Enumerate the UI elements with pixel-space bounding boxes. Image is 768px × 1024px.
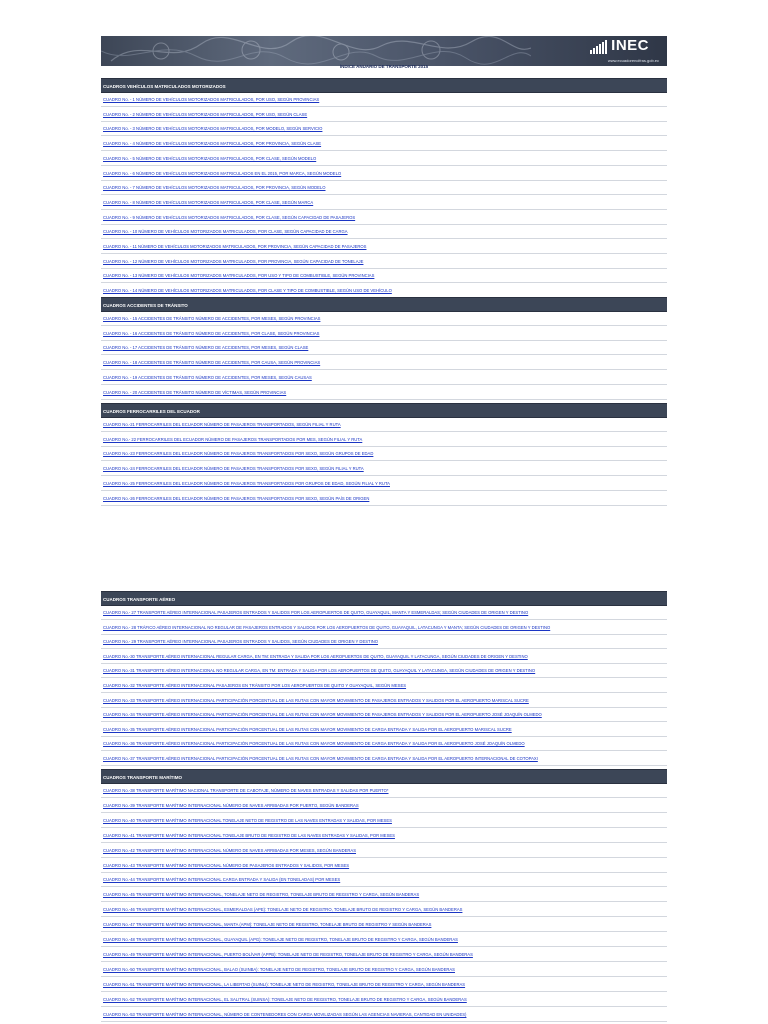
- list-item: [101, 213, 667, 225]
- list-item: [101, 329, 667, 341]
- table-link[interactable]: CUADRO No. - 1 NÚMERO DE VEHÍCULOS MOTORIZADOS MATRICULADOS, POR USO, SEGÚN PROVINCIAS: [103, 97, 320, 102]
- list-item: [101, 920, 667, 932]
- table-link[interactable]: CUADRO No.-52 TRANSPORTE MARÍTIMO INTERNACIONAL, EL SALITRAL (SUINSA): TONELAJE NETO DE REGISTRO, TONELAJE BRUTO DE REGISTRO Y CARGA, SEGÚN BANDERAS: [103, 996, 467, 1002]
- list-item: [101, 1010, 667, 1022]
- list-item: [101, 435, 667, 447]
- logo-text: INEC: [611, 37, 649, 54]
- list-item: [101, 271, 667, 283]
- table-link[interactable]: CUADRO No.-50 TRANSPORTE MARÍTIMO INTERNACIONAL, BALAO (SUINBA): TONELAJE NETO DE REGISTRO, TONELAJE BRUTO DE REGISTRO Y CARGA, SEGÚN BANDERAS: [103, 966, 455, 972]
- list-item: [101, 494, 667, 506]
- section-header: CUADROS FERROCARRILES DEL ECUADOR: [101, 403, 667, 418]
- table-link[interactable]: CUADRO No.-31 TRANSPORTE AÉREO INTERNACIONAL NO REGULAR CARGA, EN TM: ENTRADA Y SALIDA POR LOS AEROPUERTOS DE QUITO, GUAYAQUIL Y LATACUNGA, SEGÚN CIUDADES DE ORIGEN Y DESTINO: [103, 668, 536, 674]
- header-banner: [101, 36, 667, 66]
- inec-logo: [590, 38, 649, 54]
- list-item: [101, 637, 667, 649]
- table-link[interactable]: CUADRO No.-35 TRANSPORTE AÉREO INTERNACIONAL PARTICIPACIÓN PORCENTUAL DE LAS RUTAS CON MAYOR MOVIMIENTO DE CARGA ENTRADA Y SALIDA POR EL AEROPUERTO MARISCAL SUCRE: [103, 726, 512, 732]
- table-link[interactable]: CUADRO No.-26 FERROCARRILES DEL ECUADOR NÚMERO DE PASAJEROS TRANSPORTADOS POR SEXO, SEGÚN PAÍS DE ORIGEN: [103, 495, 370, 501]
- list-item: [101, 608, 667, 620]
- table-link[interactable]: CUADRO No.-21 FERROCARRILES DEL ECUADOR NÚMERO DE PASAJEROS TRANSPORTADOS, SEGÚN FILIAL Y RUTA: [103, 422, 341, 427]
- table-link[interactable]: CUADRO No.-36 TRANSPORTE AÉREO INTERNACIONAL PARTICIPACIÓN PORCENTUAL DE LAS RUTAS CON MAYOR MOVIMIENTO DE CARGA ENTRADA Y SALIDA POR EL AEROPUERTO JOSÉ JOAQUÍN OLMEDO: [103, 741, 525, 747]
- list-item: [101, 890, 667, 902]
- table-link[interactable]: CUADRO No. - 19 ACCIDENTES DE TRÁNSITO NÚMERO DE ACCIDENTES, POR MESES, SEGÚN CAUSAS: [103, 374, 312, 380]
- list-item: [101, 154, 667, 166]
- table-link[interactable]: CUADRO No.-38 TRANSPORTE MARÍTIMO NACIONAL TRANSPORTE DE CABOTAJE, NÚMERO DE NAVES ENTRADAS Y SALIDAS POR PUERTO*: [103, 788, 389, 793]
- table-link[interactable]: CUADRO No.-34 TRANSPORTE AÉREO INTERNACIONAL PARTICIPACIÓN PORCENTUAL DE LAS RUTAS CON MAYOR MOVIMIENTO DE PASAJEROS ENTRADOS Y SALIDOS POR EL AEROPUERTO JOSÉ JOAQUÍN OLMEDO: [103, 712, 542, 718]
- table-link[interactable]: CUADRO No. - 5 NÚMERO DE VEHÍCULOS MOTORIZADOS MATRICULADOS, POR CLASE, SEGÚN MODELO: [103, 155, 317, 161]
- table-link[interactable]: CUADRO No.-25 FERROCARRILES DEL ECUADOR NÚMERO DE PASAJEROS TRANSPORTADOS POR GRUPOS DE EDAD, SEGÚN FILIAL Y RUTA: [103, 480, 390, 486]
- list-item: [101, 710, 667, 722]
- table-link[interactable]: CUADRO No.- 22 FERROCARRILES DEL ECUADOR NÚMERO DE PASAJEROS TRANSPORTADOS POR MES, SEGÚN FILIAL Y RUTA: [103, 436, 363, 442]
- list-item: [101, 935, 667, 947]
- table-link[interactable]: CUADRO No.-39 TRANSPORTE MARÍTIMO INTERNACIONAL NÚMERO DE NAVES ARRIBADAS POR PUERTO, SEGÚN BANDERAS: [103, 802, 359, 808]
- list-item: [101, 816, 667, 828]
- list-item: [101, 950, 667, 962]
- list-item: [101, 420, 667, 432]
- list-item: [101, 905, 667, 917]
- table-link[interactable]: CUADRO No.-51 TRANSPORTE MARÍTIMO INTERNACIONAL, LA LIBERTAD (SUINLI): TONELAJE NETO DE REGISTRO, TONELAJE BRUTO DE REGISTRO Y CARGA, SEGÚN BANDERAS: [103, 981, 466, 987]
- table-link[interactable]: CUADRO No. - 9 NÚMERO DE VEHÍCULOS MOTORIZADOS MATRICULADOS, POR CLASE, SEGÚN CAPACIDAD DE PASAJEROS: [103, 214, 356, 220]
- list-item: [101, 666, 667, 678]
- table-link[interactable]: CUADRO No. - 7 NÚMERO DE VEHÍCULOS MOTORIZADOS MATRICULADOS, POR PROVINCIA, SEGÚN MODELO: [103, 185, 326, 191]
- table-link[interactable]: CUADRO No. - 12 NÚMERO DE VEHÍCULOS MOTORIZADOS MATRICULADOS, POR PROVINCIA, SEGÚN CAPACIDAD DE TONELAJE: [103, 258, 364, 264]
- list-item: [101, 479, 667, 491]
- table-link[interactable]: CUADRO No.-41 TRANSPORTE MARÍTIMO INTERNACIONAL TONELAJE BRUTO DE REGISTRO DE LAS NAVES ENTRADAS Y SALIDAS, POR MESES: [103, 832, 395, 838]
- table-link[interactable]: CUADRO No.- 29 TRANSPORTE AÉREO INTERNACIONAL PASAJEROS ENTRADOS Y SALIDOS, SEGÚN CIUDADES DE ORIGEN Y DESTINO: [103, 639, 379, 645]
- table-link[interactable]: CUADRO No. - 18 ACCIDENTES DE TRÁNSITO NÚMERO DE ACCIDENTES, POR CAUSA, SEGÚN PROVINCIAS: [103, 360, 321, 366]
- table-link[interactable]: CUADRO No.-49 TRANSPORTE MARÍTIMO INTERNACIONAL, PUERTO BOLÍVAR (APPB): TONELAJE NETO DE REGISTRO, TONELAJE BRUTO DE REGISTRO Y CARGA, SEGÚN BANDERAS: [103, 951, 473, 957]
- list-item: [101, 652, 667, 664]
- table-link[interactable]: CUADRO No. - 13 NÚMERO DE VEHÍCULOS MOTORIZADOS MATRICULADOS, POR USO Y TIPO DE COMBUSTIBLE, SEGÚN PROVINCIAS: [103, 273, 375, 279]
- list-item: [101, 464, 667, 476]
- table-link[interactable]: CUADRO No. - 6 NÚMERO DE VEHÍCULOS MOTORIZADOS MATRICULADOS EN EL 2015, POR MARCA, SEGÚN MODELO: [103, 170, 342, 176]
- list-item: [101, 754, 667, 766]
- list-item: [101, 725, 667, 737]
- table-link[interactable]: CUADRO No.-30 TRANSPORTE AÉREO INTERNACIONAL REGULAR CARGA, EN TM: ENTRADA Y SALIDA POR LOS AEROPUERTOS DE QUITO, GUAYAQUIL Y LATACUNGA, SEGÚN CIUDADES DE ORIGEN Y DESTINO: [103, 653, 528, 659]
- table-link[interactable]: CUADRO No. - 2 NÚMERO DE VEHÍCULOS MOTORIZADOS MATRICULADOS, POR USO, SEGÚN CLASE: [103, 111, 308, 117]
- table-link[interactable]: CUADRO No.-32 TRANSPORTE AÉREO INTERNACIONAL PASAJEROS EN TRÁNSITO POR LOS AEROPUERTOS DE QUITO Y GUAYAQUIL, SEGÚN MESES: [103, 683, 407, 688]
- list-item: [101, 373, 667, 385]
- list-item: [101, 696, 667, 708]
- section-header: CUADROS TRANSPORTE MARÍTIMO: [101, 769, 667, 784]
- table-link[interactable]: CUADRO No. - 14 NÚMERO DE VEHÍCULOS MOTORIZADOS MATRICULADOS, POR CLASE Y TIPO DE COMBUSTIBLE, SEGÚN USO DE VEHÍCULO: [103, 288, 392, 294]
- list-item: [101, 124, 667, 136]
- section-header: CUADROS ACCIDENTES DE TRÁNSITO: [101, 297, 667, 312]
- list-item: [101, 846, 667, 858]
- list-item: [101, 110, 667, 122]
- table-link[interactable]: CUADRO No.-48 TRANSPORTE MARÍTIMO INTERNACIONAL, GUAYAQUIL (APG): TONELAJE NETO DE REGISTRO, TONELAJE BRUTO DE REGISTRO Y CARGA, SEGÚN BANDERAS: [103, 937, 458, 942]
- table-link[interactable]: CUADRO No.-40 TRANSPORTE MARÍTIMO INTERNACIONAL TONELAJE NETO DE REGISTRO DE LAS NAVES ENTRADAS Y SALIDAS, POR MESES: [103, 817, 392, 823]
- list-item: [101, 242, 667, 254]
- list-item: [101, 861, 667, 873]
- table-link[interactable]: CUADRO No. - 10 NÚMERO DE VEHÍCULOS MOTORIZADOS MATRICULADOS, POR CLASE, SEGÚN CAPACIDAD DE CARGA: [103, 229, 348, 235]
- list-item: [101, 198, 667, 210]
- table-link[interactable]: CUADRO No.-24 FERROCARRILES DEL ECUADOR NÚMERO DE PASAJEROS TRANSPORTADOS POR SEXO, SEGÚN FILIAL Y RUTA: [103, 466, 364, 472]
- list-item: [101, 739, 667, 751]
- list-item: [101, 169, 667, 181]
- list-item: [101, 139, 667, 151]
- list-item: [101, 995, 667, 1007]
- table-link[interactable]: CUADRO No. - 16 ACCIDENTES DE TRÁNSITO NÚMERO DE ACCIDENTES, POR CLASE, SEGÚN PROVINCIAS: [103, 330, 320, 336]
- list-item: [101, 257, 667, 269]
- table-link[interactable]: CUADRO No.-23 FERROCARRILES DEL ECUADOR NÚMERO DE PASAJEROS TRANSPORTADOS POR SEXO, SEGÚN GRUPOS DE EDAD: [103, 451, 374, 457]
- table-link[interactable]: CUADRO No.-37 TRANSPORTE AÉREO INTERNACIONAL PARTICIPACIÓN PORCENTUAL DE LAS RUTAS CON MAYOR MOVIMIENTO DE CARGA ENTRADA Y SALIDA POR EL AEROPUERTO INTERNACIONAL DE COTOPAXI: [103, 756, 538, 761]
- table-link[interactable]: CUADRO No.-46 TRANSPORTE MARÍTIMO INTERNACIONAL, ESMERALDAS (APE): TONELAJE NETO DE REGISTRO, TONELAJE BRUTO DE REGISTRO Y CARGA, SEGÚN BANDERAS: [103, 907, 463, 913]
- table-link[interactable]: CUADRO No. - 15 ACCIDENTES DE TRÁNSITO NÚMERO DE ACCIDENTES, POR MESES, SEGÚN PROVINCIAS: [103, 316, 321, 321]
- list-item: [101, 980, 667, 992]
- page-title: ÍNDICE ANUARIO DE TRANSPORTE 2015: [339, 64, 429, 69]
- list-item: [101, 831, 667, 843]
- list-item: [101, 801, 667, 813]
- list-item: [101, 388, 667, 400]
- list-item: [101, 95, 667, 107]
- table-link[interactable]: CUADRO No.-43 TRANSPORTE MARÍTIMO INTERNACIONAL NÚMERO DE PASAJEROS ENTRADOS Y SALIDOS, POR MESES: [103, 862, 350, 868]
- table-link[interactable]: CUADRO No. - 11 NÚMERO DE VEHÍCULOS MOTORIZADOS MATRICULADOS, POR PROVINCIA, SEGÚN CAPACIDAD DE PASAJEROS: [103, 244, 367, 249]
- list-item: [101, 343, 667, 355]
- table-link[interactable]: CUADRO No. - 3 NÚMERO DE VEHÍCULOS MOTORIZADOS MATRICULADOS, POR MODELO, SEGÚN SERVICIO: [103, 126, 323, 132]
- table-link[interactable]: CUADRO No. - 8 NÚMERO DE VEHÍCULOS MOTORIZADOS MATRICULADOS, POR CLASE, SEGÚN MARCA: [103, 199, 314, 205]
- list-item: [101, 449, 667, 461]
- table-link[interactable]: CUADRO No.-53 TRANSPORTE MARÍTIMO INTERNACIONAL, NÚMERO DE CONTENEDORES CON CARGA MOVILIZADAS SEGÚN LAS AGENCIAS NAVIERAS, CANTIDAD EN UNIDADES): [103, 1011, 467, 1017]
- logo-url: www.ecuadorencifras.gob.ec: [607, 58, 659, 63]
- list-item: [101, 227, 667, 239]
- list-item: [101, 681, 667, 693]
- section-header: CUADROS VEHÍCULOS MATRICULADOS MOTORIZADOS: [101, 78, 667, 93]
- table-link[interactable]: CUADRO No.-42 TRANSPORTE MARÍTIMO INTERNACIONAL NÚMERO DE NAVES ARRIBADAS POR MESES, SEGÚN BANDERAS: [103, 847, 357, 853]
- list-item: [101, 358, 667, 370]
- list-item: [101, 965, 667, 977]
- section-header: CUADROS TRANSPORTE AÉREO: [101, 591, 667, 606]
- list-item: [101, 314, 667, 326]
- list-item: [101, 875, 667, 887]
- list-item: [101, 623, 667, 635]
- table-link[interactable]: CUADRO No. - 4 NÚMERO DE VEHÍCULOS MOTORIZADOS MATRICULADOS, POR PROVINCIA, SEGÚN CLASE: [103, 141, 322, 147]
- table-link[interactable]: CUADRO No.-45 TRANSPORTE MARÍTIMO INTERNACIONAL, TONELAJE NETO DE REGISTRO, TONELAJE BRUTO DE REGISTRO Y CARGA, SEGÚN BANDERAS: [103, 892, 420, 898]
- table-link[interactable]: CUADRO No.-33 TRANSPORTE AÉREO INTERNACIONAL PARTICIPACIÓN PORCENTUAL DE LAS RUTAS CON MAYOR MOVIMIENTO DE PASAJEROS ENTRADOS Y SALIDOS POR EL AEROPUERTO MARISCAL SUCRE: [103, 697, 529, 703]
- logo-bars-icon: [590, 40, 607, 54]
- table-link[interactable]: CUADRO No. - 20 ACCIDENTES DE TRÁNSITO NÚMERO DE VÍCTIMAS, SEGÚN PROVINCIAS: [103, 389, 287, 395]
- decorative-swirl: [101, 36, 531, 66]
- list-item: [101, 786, 667, 798]
- table-link[interactable]: CUADRO No.-47 TRANSPORTE MARÍTIMO INTERNACIONAL, MANTA (APM): TONELAJE NETO DE REGISTRO, TONELAJE BRUTO DE REGISTRO Y SEGÚN BANDERAS: [103, 922, 432, 928]
- table-link[interactable]: CUADRO No. - 17 ACCIDENTES DE TRÁNSITO NÚMERO DE ACCIDENTES, POR MESES, SEGÚN CLASE: [103, 345, 309, 351]
- table-link[interactable]: CUADRO No.- 27 TRANSPORTE AÉREO INTERNACIONAL PASAJEROS ENTRADOS Y SALIDOS POR LOS AEROPUERTOS DE QUITO, GUAYAQUIL, MANTA Y ESMERALDAS; SEGÚN CIUDADES DE ORIGEN Y DESTINO: [103, 610, 529, 615]
- table-link[interactable]: CUADRO No.-44 TRANSPORTE MARÍTIMO INTERNACIONAL CARGA ENTRADA Y SALIDA (EN TONELADAS) POR MESES: [103, 877, 341, 883]
- list-item: [101, 183, 667, 195]
- table-link[interactable]: CUADRO No.- 28 TRÁFICO AÉREO INTERNACIONAL NO REGULAR DE PASAJEROS ENTRADOS Y SALIDOS POR LOS AEROPUERTOS DE QUITO, GUAYAQUIL, LATACUNGA Y MANTA; SEGÚN CIUDADES DE ORIGEN Y DESTINO: [103, 624, 551, 630]
